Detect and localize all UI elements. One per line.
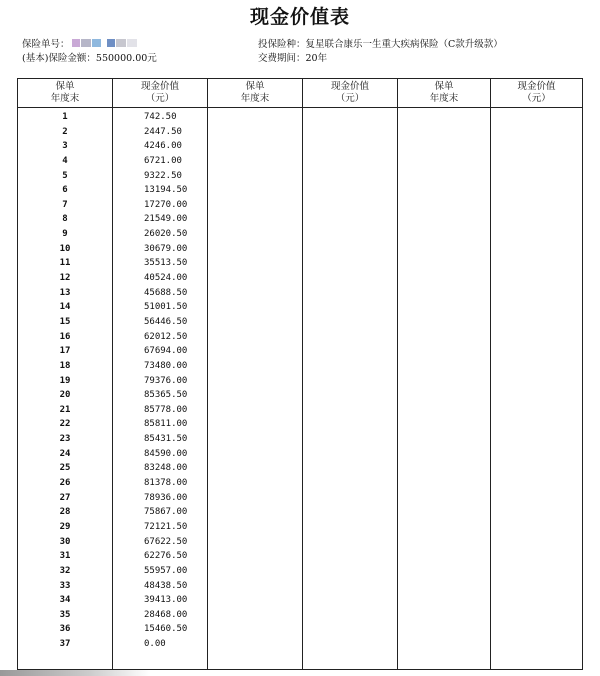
policy-year: 20: [59, 390, 71, 401]
cash-value: 39413.00: [144, 595, 188, 606]
policy-year: 33: [59, 580, 71, 591]
policy-year: 26: [59, 478, 71, 489]
cash-value: 83248.00: [144, 463, 188, 474]
policy-year: 8: [62, 214, 68, 225]
cash-value: 56446.50: [144, 316, 188, 327]
policy-year: 31: [59, 551, 71, 562]
col-header-value-3: 现金价值 （元）: [517, 81, 556, 104]
policy-number: [22, 38, 138, 51]
policy-year: 21: [59, 404, 71, 415]
cash-value: 78936.00: [144, 492, 188, 503]
cash-value: 13194.50: [144, 185, 188, 196]
policy-year: 19: [59, 375, 71, 386]
cash-value: 84590.00: [144, 448, 188, 459]
table-row: [18, 388, 582, 403]
table-body: [18, 110, 582, 652]
policy-year: 6: [62, 185, 68, 196]
table-row: [18, 505, 582, 520]
policy-year: 32: [59, 565, 71, 576]
cash-value: 62012.50: [144, 331, 188, 342]
table-row: [18, 520, 582, 535]
table-row: [18, 242, 582, 257]
page-title: 现金价值表: [249, 6, 350, 28]
table-row: [18, 183, 582, 198]
cash-value: 79376.00: [144, 375, 188, 386]
policy-year: 5: [62, 170, 68, 181]
cash-value: 15460.50: [144, 624, 188, 635]
cash-value: 35513.50: [144, 258, 188, 269]
cash-value: 21549.00: [144, 214, 188, 225]
col-header-year-2: 保单 年度末: [240, 81, 270, 104]
product-label: 投保险种：: [258, 39, 306, 50]
table-row: [18, 535, 582, 550]
payment-period: [258, 52, 327, 65]
cash-value-table: [17, 78, 583, 670]
cash-value: 62276.50: [144, 551, 188, 562]
policy-year: 4: [62, 155, 68, 166]
table-row: [18, 256, 582, 271]
col-header-value-1: 现金价值 （元）: [140, 81, 179, 104]
policy-year: 29: [59, 521, 71, 532]
table-row: [18, 447, 582, 462]
cash-value: 85811.00: [144, 419, 188, 430]
payment-period-value: 20年: [305, 53, 328, 64]
redacted-mask: [72, 38, 138, 51]
cash-value: 0.00: [144, 639, 166, 650]
policy-year: 22: [59, 419, 71, 430]
table-row: [18, 286, 582, 301]
cropped-footer-text: [0, 670, 150, 676]
table-row: [18, 432, 582, 447]
table-header: [18, 79, 582, 108]
table-row: [18, 637, 582, 652]
policy-year: 3: [62, 141, 68, 152]
policy-year: 18: [59, 360, 71, 371]
cash-value: 28468.00: [144, 609, 188, 620]
table-row: [18, 227, 582, 242]
cash-value: 85431.50: [144, 434, 188, 445]
policy-year: 16: [59, 331, 71, 342]
table-row: [18, 417, 582, 432]
col-header-year-3: 保单 年度末: [429, 81, 459, 104]
cash-value: 85778.00: [144, 404, 188, 415]
table-row: [18, 271, 582, 286]
product-value: 复星联合康乐一生重大疾病保险（C款升级款）: [305, 39, 503, 50]
cash-value: 6721.00: [144, 155, 182, 166]
cash-value: 40524.00: [144, 273, 188, 284]
cash-value: 81378.00: [144, 478, 188, 489]
cash-value: 2447.50: [144, 126, 182, 137]
policy-year: 15: [59, 316, 71, 327]
cash-value: 67622.50: [144, 536, 188, 547]
table-row: [18, 579, 582, 594]
cash-value: 26020.50: [144, 229, 188, 240]
table-row: [18, 549, 582, 564]
table-row: [18, 169, 582, 184]
sum-insured-label: (基本)保险金额：: [22, 53, 96, 64]
table-row: [18, 403, 582, 418]
cash-value: 48438.50: [144, 580, 188, 591]
policy-year: 34: [59, 595, 71, 606]
policy-year: 14: [59, 302, 71, 313]
col-header-year-1: 保单 年度末: [50, 81, 80, 104]
policy-year: 25: [59, 463, 71, 474]
policy-year: 10: [59, 243, 71, 254]
policy-number-label: 保险单号：: [22, 39, 70, 50]
policy-year: 11: [59, 258, 71, 269]
policy-year: 1: [62, 112, 68, 122]
policy-year: 28: [59, 507, 71, 518]
cash-value: 9322.50: [144, 170, 182, 181]
policy-year: 24: [59, 448, 71, 459]
cash-value: 51001.50: [144, 302, 188, 313]
policy-year: 35: [59, 609, 71, 620]
sum-insured-value: 550000.00元: [95, 53, 157, 64]
table-row: [18, 564, 582, 579]
cash-value: 55957.00: [144, 565, 188, 576]
cash-value: 75867.00: [144, 507, 188, 518]
product-name: [258, 38, 503, 51]
cash-value: 85365.50: [144, 390, 188, 401]
policy-year: 27: [59, 492, 71, 503]
table-row: [18, 139, 582, 154]
table-row: [18, 476, 582, 491]
cash-value: 67694.00: [144, 346, 188, 357]
table-row: [18, 330, 582, 345]
policy-year: 30: [59, 536, 71, 547]
table-row: [18, 593, 582, 608]
payment-period-label: 交费期间：: [258, 53, 306, 64]
policy-year: 17: [59, 346, 71, 357]
cash-value: 742.50: [144, 112, 177, 122]
cash-value: 17270.00: [144, 199, 188, 210]
policy-year: 2: [62, 126, 68, 137]
table-row: [18, 125, 582, 140]
table-row: [18, 315, 582, 330]
table-row: [18, 110, 582, 125]
policy-year: 23: [59, 434, 71, 445]
cash-value: 30679.00: [144, 243, 188, 254]
policy-year: 9: [62, 229, 68, 240]
table-row: [18, 359, 582, 374]
sum-insured: [22, 52, 157, 65]
policy-year: 13: [59, 287, 71, 298]
table-row: [18, 491, 582, 506]
cash-value: 73480.00: [144, 360, 188, 371]
policy-year: 37: [59, 639, 71, 650]
table-row: [18, 344, 582, 359]
table-row: [18, 374, 582, 389]
policy-year: 7: [62, 199, 68, 210]
table-row: [18, 198, 582, 213]
table-row: [18, 622, 582, 637]
table-row: [18, 461, 582, 476]
col-header-value-2: 现金价值 （元）: [330, 81, 369, 104]
cash-value: 45688.50: [144, 287, 188, 298]
policy-year: 36: [59, 624, 71, 635]
table-row: [18, 608, 582, 623]
cash-value: 4246.00: [144, 141, 182, 152]
table-row: [18, 212, 582, 227]
cash-value: 72121.50: [144, 521, 188, 532]
table-row: [18, 300, 582, 315]
table-row: [18, 154, 582, 169]
policy-year: 12: [59, 273, 71, 284]
